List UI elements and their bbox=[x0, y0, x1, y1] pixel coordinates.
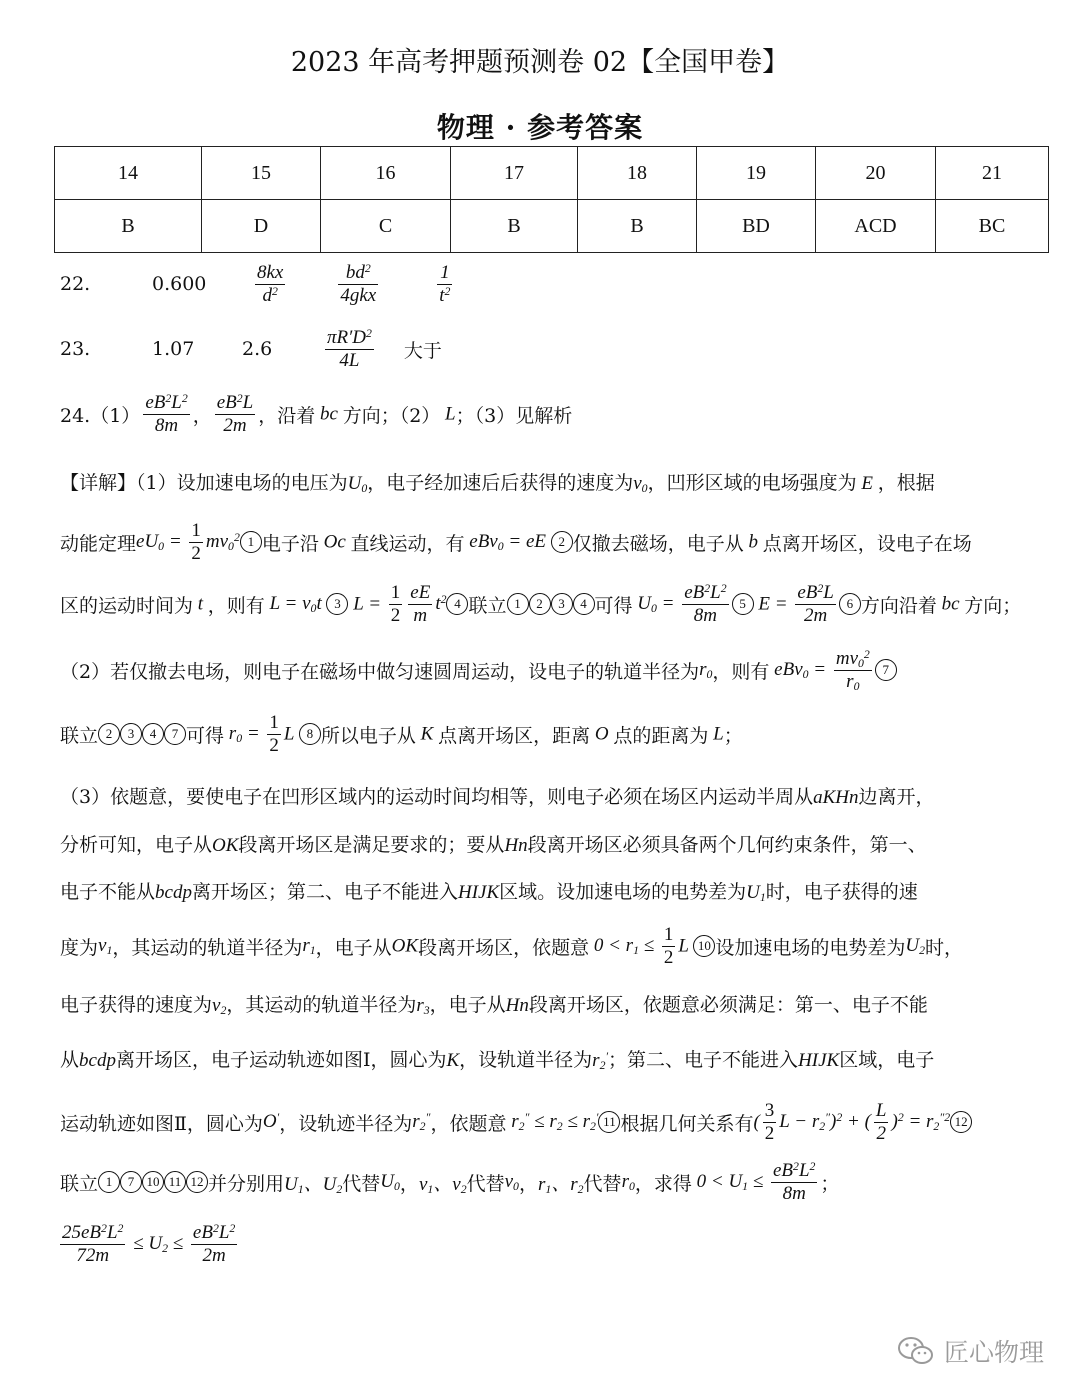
detail-text: 设加速电场的电势差为 bbox=[715, 936, 906, 959]
detail-text: 区域，电子 bbox=[839, 1049, 935, 1071]
answer-cell: D bbox=[202, 200, 321, 253]
detail-text: 段离开场区，依题意必须满足：第一、电子不能 bbox=[528, 994, 928, 1016]
detail-text: 度为 bbox=[60, 936, 99, 959]
q22-label: 22. bbox=[60, 273, 91, 296]
answer-row bbox=[55, 200, 1049, 253]
q22-formula-4: $\frac{1}{t^2}$ bbox=[439, 262, 451, 306]
q22-formula-3: $\frac{bd^2}{\text{4gkx}}$ bbox=[340, 262, 377, 306]
detail-text: 从 bbox=[60, 1049, 80, 1071]
detail-text: 代替 bbox=[583, 1172, 622, 1195]
detail-text: 所以电子从 bbox=[320, 724, 416, 747]
detail-text: ； bbox=[820, 1172, 840, 1195]
wechat-icon bbox=[896, 1335, 936, 1367]
q24-text: 方向；（2） bbox=[342, 404, 441, 427]
detail-text: ，设轨道半径为 bbox=[459, 1049, 593, 1071]
detail-text: ，电子经加速后后获得的速度为 bbox=[367, 472, 634, 494]
detail-text: ，求得 bbox=[634, 1172, 692, 1195]
detail-text: 区的运动时间为 bbox=[60, 594, 194, 617]
q24-text: ；（3）见解析 bbox=[455, 404, 573, 427]
detail-text: 离开场区；第二、电子不能进入 bbox=[191, 881, 458, 903]
answer-table bbox=[54, 146, 1049, 253]
detail-text: 电子不能从 bbox=[60, 881, 156, 903]
question-number: 19 bbox=[697, 147, 816, 200]
answer-cell: B bbox=[55, 200, 202, 253]
detail-text: ，设轨迹半径为 bbox=[279, 1112, 413, 1135]
detail-text: ，凹形区域的电场强度为 bbox=[647, 472, 857, 494]
answer-cell: C bbox=[321, 200, 451, 253]
detail-text: 方向； bbox=[964, 594, 1022, 617]
detail-text: ，电子从 bbox=[315, 936, 392, 959]
detail-text: 代替 bbox=[342, 1172, 381, 1195]
question-number: 16 bbox=[321, 147, 451, 200]
detail-text: ，依题意 bbox=[430, 1112, 507, 1135]
q23-value-1: 1.07 bbox=[152, 338, 195, 361]
detail-text: 【详解】（1）设加速电场的电压为 bbox=[60, 472, 348, 494]
question-number: 18 bbox=[578, 147, 697, 200]
detail-line-7: 分析可知，电子从OK段离开场区是满足要求的；要从Hn段离开场区必须具备两个几何约束条件，第一、 bbox=[60, 834, 927, 856]
detail-text: ， bbox=[399, 1172, 419, 1195]
q23-answer bbox=[60, 327, 1052, 372]
detail-text: 电子沿 bbox=[261, 532, 319, 555]
detail-text: 联立 bbox=[60, 724, 99, 747]
detail-text: ； bbox=[723, 724, 743, 747]
detail-line-3: 区的运动时间为 t ，则有 $L = v_0t$ 3 L = $\frac{1}{2}$ $\frac{eE}{m}$ $t^2$ 4 联立 1 2 3 4 可得 $U_0$ = $\frac{eB^2L^2}{8m}$ 5 E = $\frac{eB^2L}{2m}$ 6 方向沿着 bc 方向； bbox=[60, 582, 1022, 626]
page-title: 2023 年高考押题预测卷 02【全国甲卷】 bbox=[290, 47, 790, 78]
detail-line-4: （2）若仅撤去电场，则电子在磁场中做匀速圆周运动，设电子的轨道半径为$r_0$，则有 eBv$_0$ = $\frac{mv_0^2}{r_0}$ 7 bbox=[60, 648, 1052, 693]
detail-text: 联立 bbox=[468, 594, 507, 617]
detail-text: 离开场区，电子运动轨迹如图Ⅰ，圆心为 bbox=[115, 1049, 447, 1071]
detail-text: ，则有 bbox=[712, 660, 770, 683]
detail-text: 根据几何关系有 bbox=[620, 1112, 754, 1135]
question-number: 14 bbox=[55, 147, 202, 200]
answer-cell: BD bbox=[697, 200, 816, 253]
watermark bbox=[896, 1333, 1044, 1369]
q23-value-4: 大于 bbox=[403, 339, 442, 362]
detail-text: ， bbox=[518, 1172, 538, 1195]
detail-line-12: 运动轨迹如图Ⅱ，圆心为O′，设轨迹半径为$r_2''$，依题意 $r_2'' \le r_2 \le r_2'$ 11 根据几何关系有( $\frac{3}{2}$ $L - r_2'')^2$ + ( $\frac{L}{2}$ )$^2 = r_2^{''2}$ 12 bbox=[60, 1100, 1052, 1145]
detail-line-6: （3）依题意，要使电子在凹形区域内的运动时间均相等，则电子必须在场区内运动半周从aKHn边离开， bbox=[60, 786, 935, 808]
question-number: 17 bbox=[451, 147, 578, 200]
detail-text: 时， bbox=[925, 936, 964, 959]
watermark-text: 匠心物理 bbox=[943, 1338, 1044, 1367]
detail-line-14: $\frac{25eB^2L^2}{72m}$ ≤ $U_2$ ≤ $\frac{eB^2L^2}{2m}$ bbox=[62, 1222, 236, 1266]
detail-text: 段离开场区是满足要求的；要从 bbox=[238, 834, 505, 856]
q23-label: 23. bbox=[60, 338, 91, 361]
detail-text: 直线运动，有 bbox=[350, 532, 465, 555]
q23-formula-3: $\frac{\pi R'D^2}{4L}$ bbox=[327, 327, 372, 371]
question-number: 15 bbox=[202, 147, 321, 200]
answer-cell: B bbox=[451, 200, 578, 253]
q23-value-2: 2.6 bbox=[242, 338, 273, 361]
detail-text: 点离开场区，设电子在场 bbox=[762, 532, 972, 555]
detail-text: 运动轨迹如图Ⅱ，圆心为 bbox=[60, 1112, 263, 1135]
q24-label: 24.（1） bbox=[60, 404, 141, 427]
detail-line-8: 电子不能从bcdp离开场区；第二、电子不能进入HIJK区域。设加速电场的电势差为$U_1$时，电子获得的速 bbox=[60, 881, 918, 904]
detail-text: 时，电子获得的速 bbox=[765, 881, 918, 903]
detail-text: ，其运动的轨道半径为 bbox=[226, 994, 417, 1016]
detail-text: ，其运动的轨道半径为 bbox=[112, 936, 303, 959]
answer-cell: BC bbox=[936, 200, 1049, 253]
detail-text: 段离开场区，依题意 bbox=[418, 936, 590, 959]
answer-cell: ACD bbox=[816, 200, 936, 253]
page-subtitle: 物理 · 参考答案 bbox=[436, 111, 644, 144]
detail-text: 方向沿着 bbox=[860, 594, 937, 617]
q22-value-1: 0.600 bbox=[152, 273, 207, 296]
detail-line-13: 联立 1 7 10 11 12 并分别用$U_1$、$U_2$代替$U_0$，$v_1$、$v_2$代替$v_0$，$r_1$、$r_2$代替$r_0$，求得 $0 < U_1$ ≤ $\frac{eB^2L^2}{8m}$ ； bbox=[60, 1160, 840, 1204]
detail-text: ，根据 bbox=[877, 472, 935, 494]
detail-text: 点的距离为 bbox=[613, 724, 709, 747]
question-number: 21 bbox=[936, 147, 1049, 200]
detail-line-5: 联立 2 3 4 7 可得 $r_0$ = $\frac{1}{2}$ L 8 所以电子从 K 点离开场区，距离 O 点的距离为 L； bbox=[60, 712, 743, 756]
detail-text: 点离开场区，距离 bbox=[438, 724, 591, 747]
detail-text: 代替 bbox=[466, 1172, 505, 1195]
detail-text: 边离开， bbox=[858, 786, 935, 808]
detail-text: ，则有 bbox=[207, 594, 265, 617]
detail-text: 可得 bbox=[594, 594, 633, 617]
answer-cell: B bbox=[578, 200, 697, 253]
detail-line-2: 动能定理$eU_0$ = $\frac{1}{2}$ $mv_0^2$ 1 电子沿 Oc 直线运动，有 eBv$_0$ = eE 2 仅撤去磁场，电子从 b 点离开场区，设电子在场 bbox=[60, 520, 972, 564]
q22-formula-2: $\frac{8kx}{d^2}$ bbox=[257, 262, 284, 306]
detail-text: 并分别用 bbox=[208, 1172, 285, 1195]
detail-line-10: 电子获得的速度为$v_2$，其运动的轨道半径为$r_3$，电子从Hn段离开场区，依题意必须满足：第一、电子不能 bbox=[60, 994, 928, 1017]
q24-text: ，沿着 bbox=[258, 404, 316, 427]
question-number-row bbox=[55, 147, 1049, 200]
detail-text: ，电子从 bbox=[429, 994, 506, 1016]
detail-text: ；第二、电子不能进入 bbox=[608, 1049, 799, 1071]
detail-line-9: 度为$v_1$，其运动的轨道半径为$r_1$，电子从OK段离开场区，依题意 $0 < r_1$ ≤ $\frac{1}{2}$ L 10 设加速电场的电势差为$U_2$时， bbox=[60, 924, 964, 968]
detail-text: （3）依题意，要使电子在凹形区域内的运动时间均相等，则电子必须在场区内运动半周从 bbox=[60, 786, 814, 808]
question-number: 20 bbox=[816, 147, 936, 200]
detail-text: 段离开场区必须具备两个几何约束条件，第一、 bbox=[527, 834, 927, 856]
detail-text: （2）若仅撤去电场，则电子在磁场中做匀速圆周运动，设电子的轨道半径为 bbox=[60, 660, 700, 683]
q22-answer bbox=[60, 262, 1052, 307]
detail-text: 可得 bbox=[186, 724, 225, 747]
q24-text: ， bbox=[192, 404, 212, 427]
detail-text: 区域。设加速电场的电势差为 bbox=[499, 881, 747, 903]
detail-text: 动能定理 bbox=[60, 532, 137, 555]
detail-line-1: 【详解】（1）设加速电场的电压为$U_0$，电子经加速后后获得的速度为$v_0$，凹形区域的电场强度为 E ，根据 bbox=[60, 472, 935, 495]
detail-text: 分析可知，电子从 bbox=[60, 834, 213, 856]
detail-text: 电子获得的速度为 bbox=[60, 994, 213, 1016]
detail-text: 仅撤去磁场，电子从 bbox=[572, 532, 744, 555]
q24-answer: 24.（1） $\frac{eB^2L^2}{8m}$ ， $\frac{eB^2L}{2m}$ ，沿着 bc 方向；（2） L；（3）见解析 bbox=[60, 392, 573, 436]
detail-line-11: 从bcdp离开场区，电子运动轨迹如图Ⅰ，圆心为K，设轨道半径为$r_2'$；第二、电子不能进入HIJK区域，电子 bbox=[60, 1049, 935, 1072]
detail-text: 联立 bbox=[60, 1172, 99, 1195]
